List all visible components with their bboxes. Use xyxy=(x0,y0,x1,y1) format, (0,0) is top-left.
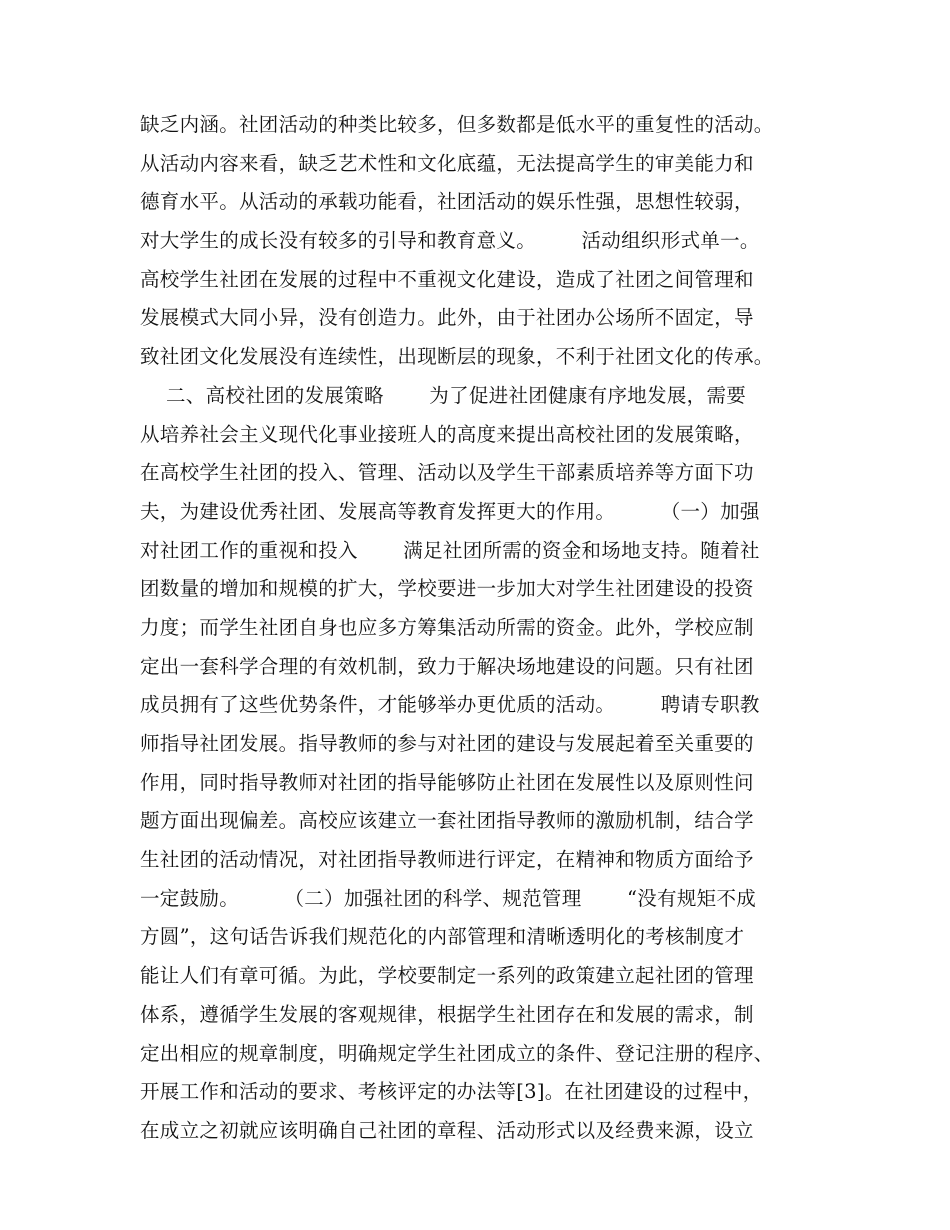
text-line: 题方面出现偏差。高校应该建立一套社团指导教师的激励机制，结合学 xyxy=(140,809,754,833)
text-line: 成员拥有了这些优势条件，才能够举办更优质的活动。 聘请专职教 xyxy=(140,693,760,717)
text-line: 一定鼓励。 （二）加强社团的科学、规范管理 “没有规矩不成 xyxy=(140,886,757,910)
text-line: 师指导社团发展。指导教师的参与对社团的建设与发展起着至关重要的 xyxy=(140,732,754,755)
text-line: 体系，遵循学生发展的客观规律，根据学生社团存在和发展的需求，制 xyxy=(140,1002,754,1026)
text-line: 团数量的增加和规模的扩大，学校要进一步加大对学生社团建设的投资 xyxy=(140,577,754,601)
text-line: 方圆”，这句话告诉我们规范化的内部管理和清晰透明化的考核制度才 xyxy=(140,925,745,949)
text-line: 作用，同时指导教师对社团的指导能够防止社团在发展性以及原则性问 xyxy=(140,770,754,794)
text-line: 夫，为建设优秀社团、发展高等教育发挥更大的作用。 （一）加强 xyxy=(140,499,760,523)
text-line: 高校学生社团在发展的过程中不重视文化建设，造成了社团之间管理和 xyxy=(140,267,754,291)
text-line: 对大学生的成长没有较多的引导和教育意义。 活动组织形式单一。 xyxy=(140,229,760,253)
text-line: 从活动内容来看，缺乏艺术性和文化底蕴，无法提高学生的审美能力和 xyxy=(140,151,754,175)
text-line: 发展模式大同小异，没有创造力。此外，由于社团办公场所不固定，导 xyxy=(140,306,754,330)
text-line: 力度；而学生社团自身也应多方筹集活动所需的资金。此外，学校应制 xyxy=(140,615,754,639)
text-line: 在高校学生社团的投入、管理、活动以及学生干部素质培养等方面下功 xyxy=(140,461,754,485)
text-line: 定出一套科学合理的有效机制，致力于解决场地建设的问题。只有社团 xyxy=(140,654,754,678)
text-line: 对社团工作的重视和投入 满足社团所需的资金和场地支持。随着社 xyxy=(140,538,760,562)
text-line: 致社团文化发展没有连续性，出现断层的现象，不利于社团文化的传承。 xyxy=(140,345,774,369)
text-line: 二、高校社团的发展策略 为了促进社团健康有序地发展，需要 xyxy=(140,383,747,407)
text-line: 定出相应的规章制度，明确规定学生社团成立的条件、登记注册的程序、 xyxy=(140,1041,774,1065)
text-line: 在成立之初就应该明确自己社团的章程、活动形式以及经费来源，设立 xyxy=(140,1118,754,1142)
body-text xyxy=(140,106,830,1151)
text-line: 开展工作和活动的要求、考核评定的办法等[3]。在社团建设的过程中， xyxy=(140,1080,763,1104)
text-line: 从培养社会主义现代化事业接班人的高度来提出高校社团的发展策略， xyxy=(140,422,754,446)
text-line: 缺乏内涵。社团活动的种类比较多，但多数都是低水平的重复性的活动。 xyxy=(140,113,774,136)
text-line: 生社团的活动情况，对社团指导教师进行评定，在精神和物质方面给予 xyxy=(140,848,754,872)
text-line: 能让人们有章可循。为此，学校要制定一系列的政策建立起社团的管理 xyxy=(140,964,754,988)
text-line: 德育水平。从活动的承载功能看，社团活动的娱乐性强，思想性较弱， xyxy=(140,190,754,214)
